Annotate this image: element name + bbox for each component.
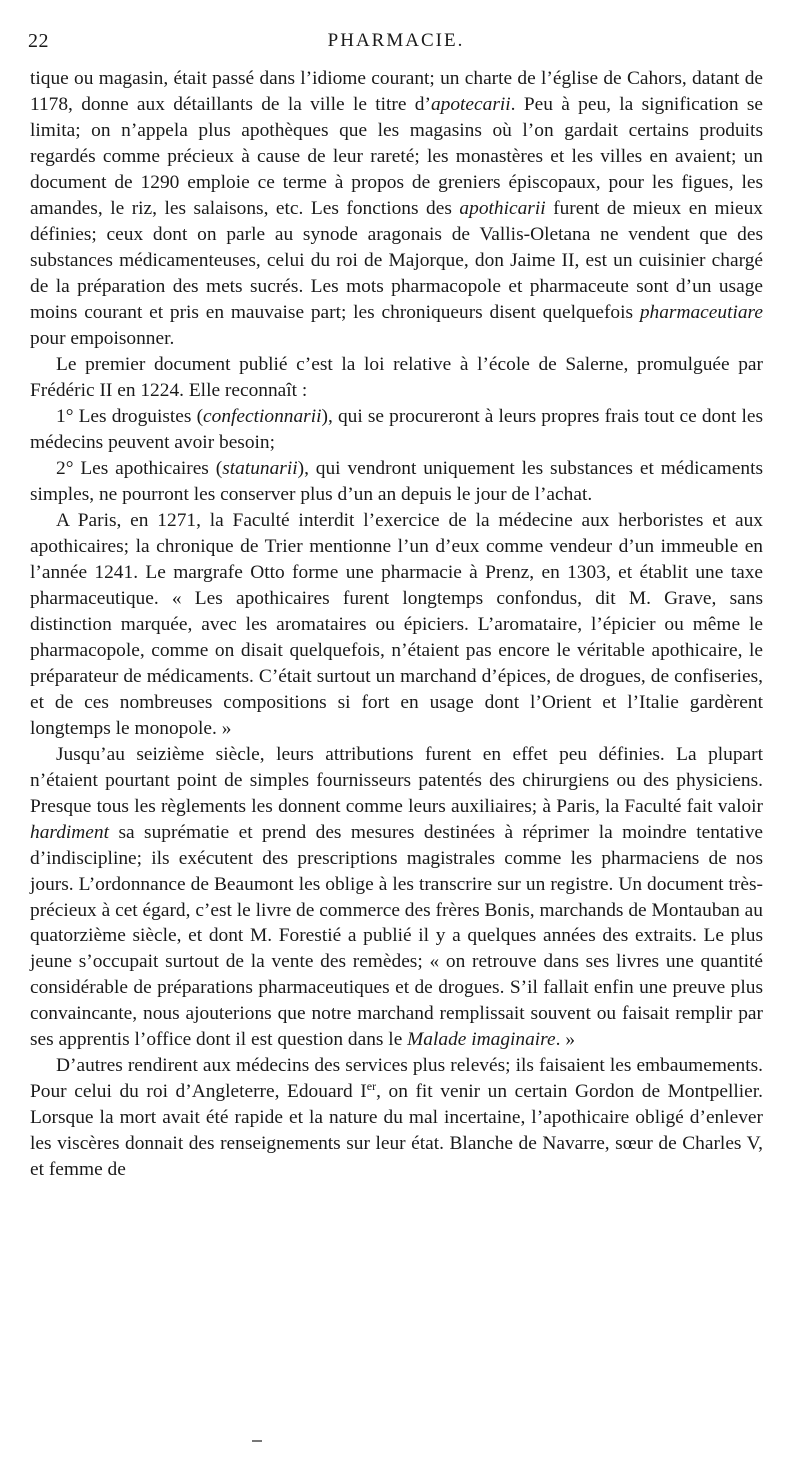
text-run: 2° Les apothicaires (	[56, 457, 223, 479]
page-header	[28, 30, 764, 56]
body-text	[30, 66, 763, 1183]
superscript-text: er	[366, 1079, 377, 1094]
text-run: Le premier document publié c’est la loi relative à l’école de Salerne, promulguée par Frédéric II en 1224. Elle reconnaît :	[30, 353, 763, 401]
text-run: tique ou magasin, était passé dans l’idiome courant; un charte de l’église de Cahors, datant de 1178, donne aux détaillants de la ville le titre d’	[30, 68, 763, 115]
italic-text: statunarii	[222, 457, 298, 479]
italic-text: hardiment	[30, 821, 109, 843]
text-run: pour empoisonner.	[30, 327, 175, 349]
paragraph	[30, 508, 763, 742]
text-run: Jusqu’au seizième siècle, leurs attributions furent en effet peu définies. La plupart n’étaient pourtant point de simples fournisseurs patentés des chirurgiens ou des physiciens. Presque tous les règlements les donnent comme leurs auxiliaires; à Paris, la Faculté fait valoir	[30, 743, 763, 817]
paragraph	[30, 742, 763, 1054]
footer-mark	[252, 1440, 262, 1442]
text-run: . Peu à peu, la signification se limita; on n’appela plus apothèques que les magasins où l’on gardait certains produits regardés comme précieux à cause de leur rareté; les monastères et les villes en avaient; un document de 1290 emploie ce terme à propos de greniers épiscopaux, pour les figues, les amandes, le riz, les salaisons, etc. Les fonctions des	[30, 93, 764, 219]
italic-text: confectionnarii	[203, 405, 322, 427]
text-run: A Paris, en 1271, la Faculté interdit l’exercice de la médecine aux herboristes et aux apothicaires; la chronique de Trier mentionne l’un d’eux comme vendeur d’un immeuble en l’année 1241. Le margrafe Otto forme une pharmacie à Prenz, en 1303, et établit une taxe pharmaceutique. « Les apothicaires furent longtemps confondus, dit M. Grave, sans distinction marquée, avec les aromataires ou épiciers. L’aromataire, l’épicier ou même le pharmacopole, comme on disait quelquefois, n’étaient pas encore le véritable apothicaire, le préparateur de médicaments. C’était surtout un marchand d’épices, de drogues, de confiseries, et de ces nombreuses compositions si fort en usage dont l’Orient et l’Italie gardèrent longtemps le monopole. »	[30, 509, 763, 739]
italic-text: Malade imaginaire	[407, 1029, 556, 1051]
page-number: 22	[28, 30, 49, 52]
text-run: sa suprématie et prend des mesures destinées à réprimer la moindre tentative d’indiscipline; ils exécutent des prescriptions magistrales comme les pharmaciens de nos jours. L’ordonnance de Beaumont les oblige à les transcrire sur un registre. Un document très-précieux à cet égard, c’est le livre de commerce des frères Bonis, marchands de Montauban au quatorzième siècle, et dont M. Forestié a publié il y a quelques années des extraits. Le plus jeune s’occupait surtout de la vente des remèdes; « on retrouve dans ses livres une quantité considérable de préparations pharmaceutiques et de drogues. S’il fallait enfin une preuve plus convaincante, nous ajouterions que notre marchand remplissait souvent ou faisait remplir par ses apprentis l’office dont il est question dans le	[30, 821, 763, 1051]
paragraph	[30, 1053, 763, 1183]
running-title: PHARMACIE.	[327, 30, 465, 51]
text-run: furent de mieux en mieux définies; ceux dont on parle au synode aragonais de Vallis-Oletana ne vendent que des substances médicamenteuses, celui du roi de Majorque, don Jaime II, est un cuisinier chargé de la préparation des mets sucrés. Les mots pharmacopole et pharmaceute sont d’un usage moins courant et pris en mauvaise part; les chroniqueurs disent quelquefois	[30, 197, 763, 323]
italic-text: apothicarii	[459, 197, 546, 219]
paragraph	[30, 404, 763, 456]
paragraph	[30, 66, 763, 352]
text-run: 1° Les droguistes (	[56, 405, 204, 427]
text-run: . »	[555, 1029, 576, 1051]
text-run: D’autres rendirent aux médecins des services plus relevés; ils faisaient les embaumements. Pour celui du roi d’Angleterre, Edouard I	[30, 1055, 763, 1103]
text-run: , on fit venir un certain Gordon de Montpellier. Lorsque la mort avait été rapide et la nature du mal incertaine, l’apothicaire obligé d’enlever les viscères donnait des renseignements sur leur état. Blanche de Navarre, sœur de Charles V, et femme de	[30, 1081, 763, 1181]
paragraph	[30, 456, 763, 508]
italic-text: pharmaceutiare	[639, 301, 763, 323]
italic-text: apotecarii	[430, 93, 511, 115]
paragraph	[30, 352, 763, 404]
text-run: ), qui vendront uniquement les substances et médicaments simples, ne pourront les conserver plus d’un an depuis le jour de l’achat.	[30, 457, 764, 505]
text-run: ), qui se procureront à leurs propres frais tout ce dont les médecins peuvent avoir besoin;	[30, 405, 763, 453]
